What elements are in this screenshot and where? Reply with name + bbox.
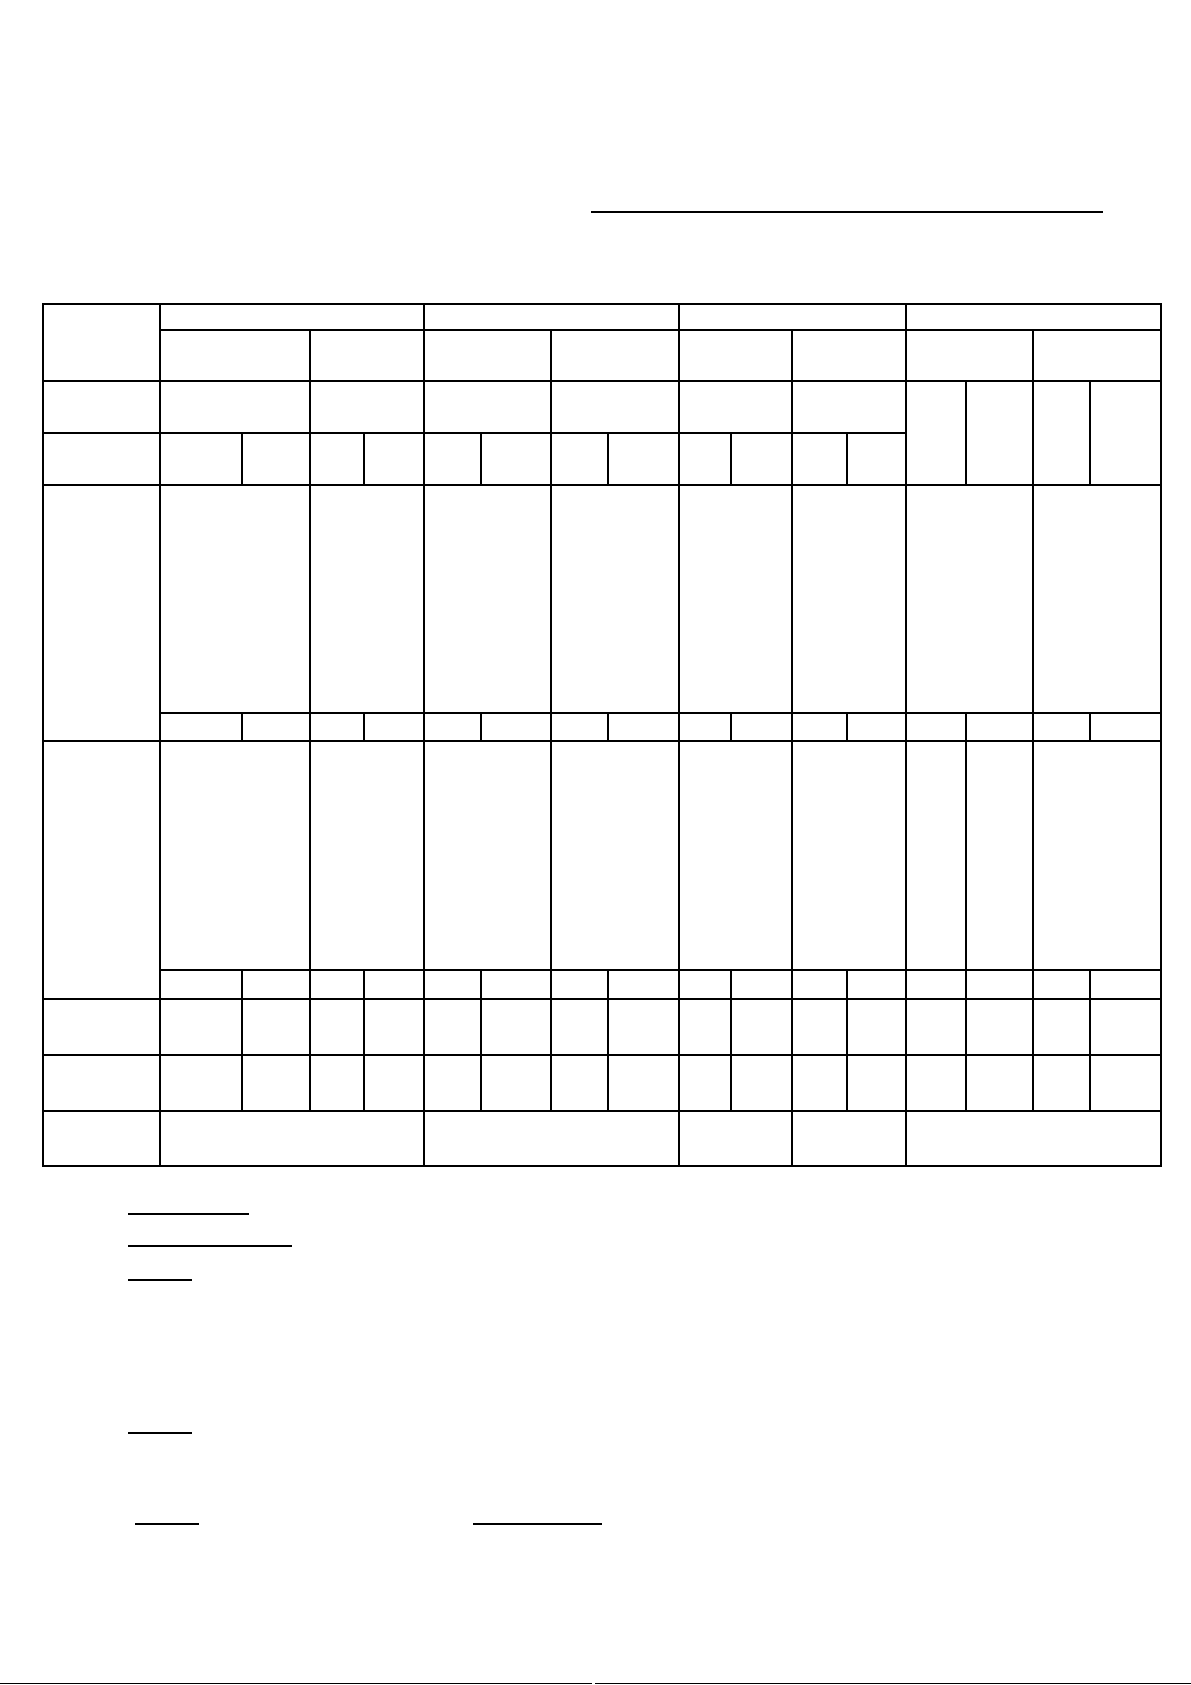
note-underline-1 bbox=[128, 1213, 249, 1215]
signature-underline-right bbox=[473, 1523, 602, 1525]
note-underline-4 bbox=[128, 1432, 192, 1434]
note-underline-3 bbox=[128, 1279, 192, 1281]
note-underline-2 bbox=[128, 1245, 292, 1247]
footer-rule-right bbox=[595, 1683, 1191, 1684]
footer-rule-left bbox=[0, 1683, 592, 1684]
signature-underline-left bbox=[135, 1523, 199, 1525]
